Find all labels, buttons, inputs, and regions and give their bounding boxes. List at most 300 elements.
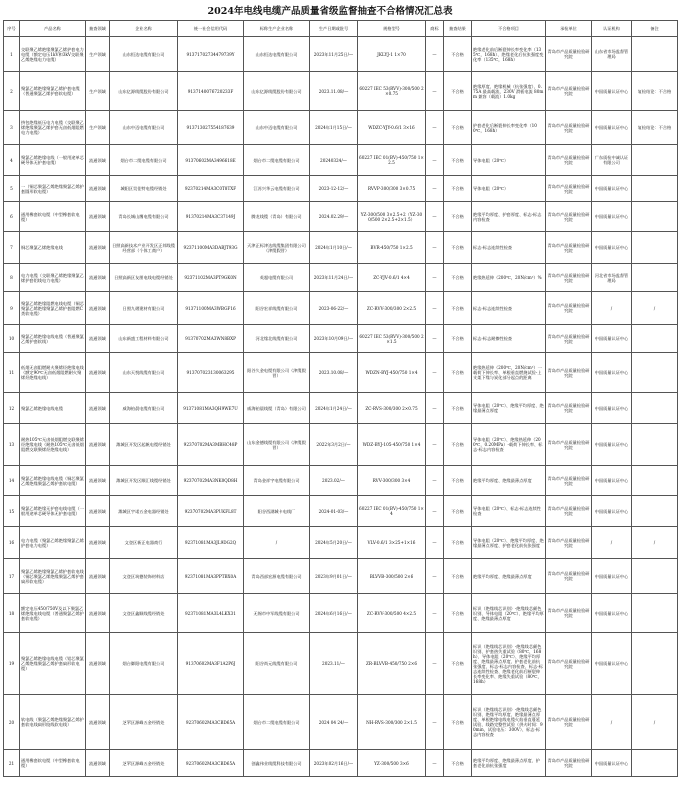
result-cell: 不合格 — [444, 145, 472, 176]
product-name-cell: 一（铜芯聚氯乙烯绝缘聚氯乙烯护套圆形软电缆） — [20, 176, 86, 202]
testing-agency-cell: 青岛市产品质量检验研究院 — [546, 292, 592, 325]
product-name-cell: 聚氯乙烯绝缘电线电缆（铜芯聚氯乙烯绝缘聚氯乙烯护套软电缆） — [20, 466, 86, 496]
sampling-field-cell: 流通领域 — [86, 325, 110, 353]
certification-body-cell: 中国质量认证中心 — [592, 496, 632, 527]
failed-items-cell: 标志-标志连续性检查 — [472, 292, 546, 325]
trademark-cell: — — [426, 466, 444, 496]
header-cell: 认证机构 — [592, 21, 632, 37]
header-cell: 序号 — [4, 21, 20, 37]
certification-body-cell: 中国质量认证中心 — [592, 559, 632, 594]
credit-code-cell: 91371081MA3QH9WE7U — [178, 393, 244, 424]
company-name-cell: 文登区新正电器商行 — [110, 527, 178, 559]
testing-agency-cell: 青岛市产品质量检验研究院 — [546, 633, 592, 695]
result-cell: 不合格 — [444, 202, 472, 232]
remarks-cell — [632, 325, 678, 353]
production-date-cell: 2023年02月16日/— — [310, 750, 358, 777]
production-date-cell: 2024-01-03/— — [310, 496, 358, 527]
table-row — [4, 145, 678, 176]
sampling-field-cell: 流通领域 — [86, 232, 110, 264]
trademark-cell: — — [426, 750, 444, 777]
serial-cell: 4 — [4, 145, 20, 176]
credit-code-cell: 92370702MA3PUKFL8T — [178, 496, 244, 527]
credit-code-cell: 92370602MA3CBD65A — [178, 750, 244, 777]
result-cell: 不合格 — [444, 232, 472, 264]
trademark-cell: — — [426, 111, 444, 145]
failed-items-cell: 导体电阻（20℃）、绝缘热延伸（200℃，0.20MPa）-载荷下伸长率、标志-标志内容检查 — [472, 424, 546, 466]
credit-code-cell: 92371100MA3DABJT93G — [178, 232, 244, 264]
testing-agency-cell: 青岛市产品质量检验研究院 — [546, 594, 592, 633]
specification-cell: WDZC-YJY-0.6/1 3×16 — [358, 111, 426, 145]
specification-cell: ZR-BLVVB-450/750 2×6 — [358, 633, 426, 695]
nominal-manufacturer-cell: 英超电缆有限公司 — [244, 264, 310, 292]
certification-body-cell: / — [592, 292, 632, 325]
production-date-cell: 2023-12-12/— — [310, 176, 358, 202]
production-date-cell: 2024年6月16日/— — [310, 594, 358, 633]
result-cell: 不合格 — [444, 37, 472, 72]
serial-cell: 16 — [4, 527, 20, 559]
company-name-cell: 日照高新技术产业开发区正邦线缆经营部（个体工商户） — [110, 232, 178, 264]
testing-agency-cell: 青岛市产品质量检验研究院 — [546, 111, 592, 145]
testing-agency-cell: 青岛市产品质量检验研究院 — [546, 496, 592, 527]
product-name-cell: 挤包绝缘低压电力电缆（交联聚乙烯绝缘聚氯乙烯护套无卤低烟阻燃电力电缆） — [20, 111, 86, 145]
testing-agency-cell: 青岛市产品质量检验研究院 — [546, 393, 592, 424]
specification-cell: 60227 IEC 53(RVV)-300/500 2×0.75 — [358, 72, 426, 111]
sampling-field-cell: 生产领域 — [86, 37, 110, 72]
credit-code-cell: 913717027344797​39Y — [178, 37, 244, 72]
trademark-cell: — — [426, 264, 444, 292]
failed-items-cell: 绝缘厚度、绝缘机械（抗张强度）、0.75A 最高载流、230V 滑板电流 80mm 兼容（载流）1.0kg — [472, 72, 546, 111]
certification-body-cell: 广东质检中诚认证有限公司 — [592, 145, 632, 176]
remarks-cell — [632, 633, 678, 695]
remarks-cell — [632, 559, 678, 594]
result-cell: 不合格 — [444, 424, 472, 466]
remarks-cell — [632, 176, 678, 202]
specification-cell: WDZ-BYJ-105-450/750 1×4 — [358, 424, 426, 466]
serial-cell: 10 — [4, 325, 20, 353]
credit-code-cell: 92371081MA3PPTBX0A — [178, 559, 244, 594]
nominal-manufacturer-cell: 阳谷西湖城卡电线厂 — [244, 496, 310, 527]
testing-agency-cell: 青岛市产品质量检验研究院 — [546, 466, 592, 496]
sampling-field-cell: 流通领域 — [86, 750, 110, 777]
credit-code-cell: 91370214MA3C37149J — [178, 202, 244, 232]
header-cell: 抽查领域 — [86, 21, 110, 37]
certification-body-cell: 中国质量认证中心 — [592, 466, 632, 496]
company-name-cell: 威海铂晨电缆有限公司 — [110, 393, 178, 424]
testing-agency-cell: 青岛市产品质量检验研究院 — [546, 750, 592, 777]
remarks-cell — [632, 594, 678, 633]
header-cell: 抽查结果 — [444, 21, 472, 37]
result-cell: 不合格 — [444, 393, 472, 424]
header-cell: 标称生产企业名称 — [244, 21, 310, 37]
sampling-field-cell: 流通领域 — [86, 527, 110, 559]
result-cell: 不合格 — [444, 695, 472, 750]
certification-body-cell: / — [592, 527, 632, 559]
testing-agency-cell: 青岛市产品质量检验研究院 — [546, 559, 592, 594]
production-date-cell: 2023.11.08/— — [310, 72, 358, 111]
trademark-cell: — — [426, 72, 444, 111]
trademark-cell: — — [426, 353, 444, 393]
failed-items-cell: 导体电阻（20℃）、标志-标志连续性检查 — [472, 496, 546, 527]
production-date-cell: 2024年1月10日/— — [310, 232, 358, 264]
certification-body-cell: 中国质量认证中心 — [592, 750, 632, 777]
specification-cell: VLV-0.6/1 3×25+1×16 — [358, 527, 426, 559]
remarks-cell — [632, 353, 678, 393]
sampling-field-cell: 流通领域 — [86, 466, 110, 496]
testing-agency-cell: 青岛市产品质量检验研究院 — [546, 202, 592, 232]
trademark-cell: — — [426, 393, 444, 424]
table-row — [4, 424, 678, 466]
production-date-cell: 2023年9月01日/— — [310, 559, 358, 594]
sampling-field-cell: 生产领域 — [86, 111, 110, 145]
production-date-cell: 2024 04 24/— — [310, 695, 358, 750]
product-name-cell: 聚氯乙烯绝缘电线（一般用途单芯硬导体无护套电缆） — [20, 145, 86, 176]
header-cell: 承检单位 — [546, 21, 592, 37]
remarks-cell — [632, 232, 678, 264]
table-row — [4, 292, 678, 325]
serial-cell: 12 — [4, 393, 20, 424]
sampling-field-cell: 生产领域 — [86, 72, 110, 111]
table-row — [4, 695, 678, 750]
serial-cell: 9 — [4, 292, 20, 325]
result-cell: 不合格 — [444, 111, 472, 145]
company-name-cell: 山东新盛工程材料有限公司 — [110, 325, 178, 353]
production-date-cell: 2023年10月09日/— — [310, 325, 358, 353]
certification-body-cell: 中国质量认证中心 — [592, 424, 632, 466]
sampling-field-cell: 流通领域 — [86, 633, 110, 695]
trademark-cell: — — [426, 325, 444, 353]
credit-code-cell: 91370602MA3F1A2P6J — [178, 633, 244, 695]
nominal-manufacturer-cell: 创鑫伟业线缆科技有限公司 — [244, 750, 310, 777]
specification-cell: BVR-450/750 1×2.5 — [358, 232, 426, 264]
nominal-manufacturer-cell: 河北缘北线缆有限公司 — [244, 325, 310, 353]
trademark-cell: — — [426, 695, 444, 750]
product-name-cell: 耐热105℃无卤低烟阻燃交联聚烯烃绝缘电线（耐热105℃无卤低烟阻燃交联聚烯烃绝缘电线） — [20, 424, 86, 466]
nominal-manufacturer-cell: 无锡市中军线缆有限公司 — [244, 594, 310, 633]
failed-items-cell: 绝缘热延伸（200℃，20N/cm²）一载荷下伸长率、单根垂直燃烧试验-上支架下缘与炭化部分起点的距离 — [472, 353, 546, 393]
production-date-cell: 2024.02.29/— — [310, 202, 358, 232]
sampling-field-cell: 流通领域 — [86, 496, 110, 527]
company-name-cell: 山东天悦线缆有限公司 — [110, 353, 178, 393]
table-row — [4, 325, 678, 353]
credit-code-cell: 913707023130063295 — [178, 353, 244, 393]
remarks-cell: 复检结论：不合格 — [632, 72, 678, 111]
serial-cell: 15 — [4, 496, 20, 527]
production-date-cell: 2024年1月15日/— — [310, 111, 358, 145]
product-name-cell: 电力电缆（聚氯乙烯绝缘聚氯乙烯护套电力电缆） — [20, 527, 86, 559]
result-cell: 不合格 — [444, 466, 472, 496]
testing-agency-cell: 青岛市产品质量检验研究院 — [546, 424, 592, 466]
company-name-cell: 青岛长城山鹰电缆有限公司 — [110, 202, 178, 232]
product-name-cell: 通用橡套软电缆（中型橡套软电缆） — [20, 750, 86, 777]
remarks-cell — [632, 202, 678, 232]
nominal-manufacturer-cell: 阳谷久金电缆有限公司（津缆假冒） — [244, 353, 310, 393]
nominal-manufacturer-cell: 山东中迈电缆有限公司 — [244, 111, 310, 145]
result-cell: 不合格 — [444, 633, 472, 695]
remarks-cell — [632, 424, 678, 466]
nominal-manufacturer-cell: 烟台市二缆电缆有限公司 — [244, 695, 310, 750]
result-cell: 不合格 — [444, 176, 472, 202]
testing-agency-cell: 青岛市产品质量检验研究院 — [546, 145, 592, 176]
trademark-cell: — — [426, 496, 444, 527]
testing-agency-cell: 青岛市产品质量检验研究院 — [546, 264, 592, 292]
failed-items-cell: 绝缘老化前后断裂伸长率变化率（135℃，168h）、绝缘老化后抗张强度变化率（135℃，168h） — [472, 37, 546, 72]
trademark-cell: — — [426, 594, 444, 633]
failed-items-cell: 标识（绝缘线芯识别）-绝缘线芯颜色识别、绝缘平均厚度、绝缘最薄点厚度、单根绝缘电线电缆火焰垂直蔓延试验、线路完整性试验（供火时间：90min，试验电压：300V）、标志-标志内容检查 — [472, 695, 546, 750]
header-cell: 不合格项目 — [472, 21, 546, 37]
table-row — [4, 176, 678, 202]
product-name-cell: 通用橡套软电缆（中型橡套软电缆） — [20, 202, 86, 232]
sampling-field-cell: 流通领域 — [86, 353, 110, 393]
sampling-field-cell: 流通领域 — [86, 176, 110, 202]
specification-cell: RVV-300/300 3×4 — [358, 466, 426, 496]
production-date-cell: 2024年5月20日/— — [310, 527, 358, 559]
remarks-cell — [632, 37, 678, 72]
testing-agency-cell: 青岛市产品质量检验研究院 — [546, 72, 592, 111]
remarks-cell — [632, 750, 678, 777]
certification-body-cell: 中国质量认证中心 — [592, 594, 632, 633]
testing-agency-cell: 青岛市产品质量检验研究院 — [546, 176, 592, 202]
company-name-cell: 日照高新区友朋电线电缆经销处 — [110, 264, 178, 292]
table-row — [4, 393, 678, 424]
credit-code-cell: 91370702MA3WN8BXP — [178, 325, 244, 353]
serial-cell: 17 — [4, 559, 20, 594]
remarks-cell — [632, 393, 678, 424]
serial-cell: 11 — [4, 353, 20, 393]
credit-code-cell: 92371102MA3PT9GK0N — [178, 264, 244, 292]
serial-cell: 6 — [4, 202, 20, 232]
company-name-cell: 芝罘区源峰五金经销处 — [110, 695, 178, 750]
remarks-cell: / — [632, 527, 678, 559]
production-date-cell: 2023年11月25日/— — [310, 37, 358, 72]
product-name-cell: 聚氯乙烯绝缘聚氯乙烯护套电缆（普通聚氯乙烯护套软电缆） — [20, 72, 86, 111]
trademark-cell: — — [426, 37, 444, 72]
failed-items-cell: 标志-标志耐擦性检查 — [472, 325, 546, 353]
table-row — [4, 496, 678, 527]
header-cell: 备注 — [632, 21, 678, 37]
remarks-cell: / — [632, 695, 678, 750]
product-name-cell: 软电线（聚氯乙烯绝缘聚氯乙烯护套软电线扁形绞线软电线） — [20, 695, 86, 750]
remarks-cell — [632, 264, 678, 292]
failed-items-cell: 标识（绝缘线芯识别）-绝缘线芯颜色识别、导体电阻（20℃）、绝缘平均厚度、绝缘最薄点厚度 — [472, 594, 546, 633]
trademark-cell: — — [426, 176, 444, 202]
serial-cell: 13 — [4, 424, 20, 466]
certification-body-cell: 山东省市场监督管理局 — [592, 37, 632, 72]
trademark-cell: — — [426, 232, 444, 264]
company-name-cell: 山东恒达电缆有限公司 — [110, 37, 178, 72]
failed-items-cell: 导体电阻（20℃）、绝缘平均厚度、绝缘最薄点厚度 — [472, 393, 546, 424]
specification-cell: 60227 IEC 53(RVV)-300/500 2×1.5 — [358, 325, 426, 353]
product-name-cell: 聚氯乙烯绝缘电线电缆（铝芯聚氯乙烯绝缘聚氯乙烯护套扁形软电缆） — [20, 633, 86, 695]
credit-code-cell: 92370602MA3CBD65A — [178, 695, 244, 750]
product-name-cell: 聚氯乙烯绝缘无护套电线电缆（一般用途单芯硬导体无护套电缆） — [20, 496, 86, 527]
nominal-manufacturer-cell: / — [244, 527, 310, 559]
result-cell: 不合格 — [444, 353, 472, 393]
nominal-manufacturer-cell: 天津正标津达线缆集团有限公司（津缆假冒） — [244, 232, 310, 264]
result-cell: 不合格 — [444, 559, 472, 594]
production-date-cell: 2023.10.08/— — [310, 353, 358, 393]
credit-code-cell: 91370602MA3496618E — [178, 145, 244, 176]
specification-cell: NH-RVS-300/300 2×1.5 — [358, 695, 426, 750]
trademark-cell: — — [426, 292, 444, 325]
table-row — [4, 466, 678, 496]
serial-cell: 21 — [4, 750, 20, 777]
product-name-cell: 低烟无卤阻燃耐火聚烯烃绝缘电线（额定90℃无卤低烟阻燃耐火聚烯烃绝缘电线） — [20, 353, 86, 393]
table-row — [4, 37, 678, 72]
failed-items-cell: 绝缘平均厚度、绝缘最薄点厚度 — [472, 466, 546, 496]
specification-cell: BLVVB-300/500 2×6 — [358, 559, 426, 594]
table-row — [4, 111, 678, 145]
product-name-cell: 电力电缆（交联聚乙烯绝缘聚氯乙烯护套铝线电力电缆） — [20, 264, 86, 292]
table-row — [4, 594, 678, 633]
specification-cell: 60227 IEC 01(BV)-450/750 1×2.5 — [358, 145, 426, 176]
production-date-cell: 2023.11/— — [310, 633, 358, 695]
certification-body-cell: 中国质量认证中心 — [592, 111, 632, 145]
credit-code-cell: 91371302755418763​9 — [178, 111, 244, 145]
certification-body-cell: 中国质量认证中心 — [592, 393, 632, 424]
specification-cell: ZC-RVV-300/500 4×2.5 — [358, 594, 426, 633]
trademark-cell: — — [426, 424, 444, 466]
header-cell: 生产日期或批号 — [310, 21, 358, 37]
nominal-manufacturer-cell: 江苏兴华云电缆有限公司 — [244, 176, 310, 202]
serial-cell: 7 — [4, 232, 20, 264]
company-name-cell: 烟台御阳电缆有限公司 — [110, 633, 178, 695]
table-row — [4, 527, 678, 559]
nominal-manufacturer-cell: 山东亿源线缆股份有限公司 — [244, 72, 310, 111]
specification-cell: YZ-300/500 3×2.5+2（YZ-300/500 2×2.5+2×1.5） — [358, 202, 426, 232]
specification-cell: 60227 IEC 01(BV)-450/750 1×4 — [358, 496, 426, 527]
specification-cell: ZC-RVS-300/300 2×0.75 — [358, 393, 426, 424]
certification-body-cell: 中国质量认证中心 — [592, 202, 632, 232]
certification-body-cell: 中国质量认证中心 — [592, 353, 632, 393]
specification-cell: ZC-RVV-300/300 2×2.5 — [358, 292, 426, 325]
company-name-cell: 山东中迈电缆有限公司 — [110, 111, 178, 145]
failed-items-cell: 标志-标志连续性检查 — [472, 232, 546, 264]
trademark-cell: — — [426, 145, 444, 176]
serial-cell: 2 — [4, 72, 20, 111]
product-name-cell: 交联聚乙烯绝缘聚氯乙烯护套电力电缆（额定电压1kV和3kV交联聚乙烯绝缘电力电缆） — [20, 37, 86, 72]
table-row — [4, 264, 678, 292]
company-name-cell: 文登区筑德装饰材料店 — [110, 559, 178, 594]
testing-agency-cell: 青岛市产品质量检验研究院 — [546, 37, 592, 72]
failed-items-cell: 绝缘平均厚度、护套厚度、标志-标志内容检查 — [472, 202, 546, 232]
table-row — [4, 72, 678, 111]
production-date-cell: 2022年3月2日/— — [310, 424, 358, 466]
nominal-manufacturer-cell: 阳谷宏祥线缆有限公司 — [244, 292, 310, 325]
serial-cell: 20 — [4, 695, 20, 750]
remarks-cell: / — [632, 292, 678, 325]
company-name-cell: 芝罘区源峰五金经销处 — [110, 750, 178, 777]
company-name-cell: 烟台市二缆电缆有限公司 — [110, 145, 178, 176]
result-cell: 不合格 — [444, 527, 472, 559]
certification-body-cell: 中国质量认证中心 — [592, 72, 632, 111]
table-row — [4, 232, 678, 264]
result-cell: 不合格 — [444, 72, 472, 111]
product-name-cell: 聚氯乙烯绝缘电线电缆 — [20, 393, 86, 424]
trademark-cell: — — [426, 527, 444, 559]
table-row — [4, 750, 678, 777]
sampling-field-cell: 流通领域 — [86, 202, 110, 232]
table-row — [4, 353, 678, 393]
nominal-manufacturer-cell: 阳谷尚元线缆有限公司 — [244, 633, 310, 695]
testing-agency-cell: 青岛市产品质量检验研究院 — [546, 325, 592, 353]
product-name-cell: 聚氯乙烯绝缘阻燃电线电缆（铜芯聚氯乙烯绝缘聚氯乙烯护套阻燃C类软电缆） — [20, 292, 86, 325]
product-name-cell: 额定电压450/750V及以下聚氯乙烯绝缘电线电缆（普通聚氯乙烯护套软电缆） — [20, 594, 86, 633]
serial-cell: 14 — [4, 466, 20, 496]
credit-code-cell: 9137140076720233F — [178, 72, 244, 111]
sampling-field-cell: 流通领域 — [86, 594, 110, 633]
remarks-cell: 复检结论：不合格 — [632, 111, 678, 145]
result-cell: 不合格 — [444, 325, 472, 353]
company-name-cell: 城阳区昊佳特电缆经销处 — [110, 176, 178, 202]
testing-agency-cell: 青岛市产品质量检验研究院 — [546, 232, 592, 264]
certification-body-cell: 中国质量认证中心 — [592, 232, 632, 264]
certification-body-cell: 河北省市场监督管理局 — [592, 264, 632, 292]
specification-cell: WDZN-BYJ-450/750 1×4 — [358, 353, 426, 393]
failed-items-cell: 导体电阻（20℃） — [472, 176, 546, 202]
certification-body-cell: / — [592, 695, 632, 750]
sampling-field-cell: 流通领域 — [86, 264, 110, 292]
testing-agency-cell: 青岛市产品质量检验研究院 — [546, 527, 592, 559]
credit-code-cell: 92370214MA3C0T8TXF — [178, 176, 244, 202]
serial-cell: 8 — [4, 264, 20, 292]
header-row — [4, 21, 678, 37]
company-name-cell: 山东亿源线缆股份有限公司 — [110, 72, 178, 111]
result-cell: 不合格 — [444, 750, 472, 777]
nominal-manufacturer-cell: 青岛西部宏源电缆有限公司 — [244, 559, 310, 594]
credit-code-cell: 91371100MA3WBGF16 — [178, 292, 244, 325]
credit-code-cell: 92371081MA3JL9DG2Q — [178, 527, 244, 559]
serial-cell: 1 — [4, 37, 20, 72]
result-cell: 不合格 — [444, 594, 472, 633]
nominal-manufacturer-cell: 山东恒达电缆有限公司 — [244, 37, 310, 72]
company-name-cell: 潍城区宇诺五金电器经销处 — [110, 496, 178, 527]
remarks-cell — [632, 145, 678, 176]
specification-cell: RVVP-300/300 3×0.75 — [358, 176, 426, 202]
product-name-cell: 聚氯乙烯绝缘聚氯乙烯护套软电线（铜芯聚氯乙烯绝缘聚氯乙烯护套扁形软电缆） — [20, 559, 86, 594]
company-name-cell: 日照九熠建材有限公司 — [110, 292, 178, 325]
certification-body-cell: 中国质量认证中心 — [592, 325, 632, 353]
result-cell: 不合格 — [444, 496, 472, 527]
nominal-manufacturer-cell: 烟台市二缆电缆有限公司 — [244, 145, 310, 176]
remarks-cell — [632, 466, 678, 496]
testing-agency-cell: 青岛市产品质量检验研究院 — [546, 353, 592, 393]
header-cell: 产品名称 — [20, 21, 86, 37]
sampling-field-cell: 流通领域 — [86, 145, 110, 176]
failed-items-cell: 标识（绝缘线芯识别）-绝缘线芯颜色识别、护套热失重试验（80℃，168h）、导体电阻（20℃）、绝缘平均厚度、绝缘最薄点厚度、护套老化前抗张强度、标志-标志内容检查、标志-标志连续性检查、绝缘老化前后断裂伸长率变化率、绝缘失重试验（80℃，168h） — [472, 633, 546, 695]
header-cell: 商标 — [426, 21, 444, 37]
failed-items-cell: 导体电阻（20℃） — [472, 145, 546, 176]
company-name-cell: 潍城区开发区顺汇线缆经销处 — [110, 466, 178, 496]
company-name-cell: 文登区鑫顺线缆经销处 — [110, 594, 178, 633]
sampling-field-cell: 流通领域 — [86, 393, 110, 424]
production-date-cell: 2023-06-22/— — [310, 292, 358, 325]
serial-cell: 3 — [4, 111, 20, 145]
nominal-manufacturer-cell: 山东金德线缆有限公司（津缆假冒） — [244, 424, 310, 466]
trademark-cell: — — [426, 559, 444, 594]
failed-items-cell: 绝缘热延伸（200℃，20N/cm²）% — [472, 264, 546, 292]
sampling-field-cell: 流通领域 — [86, 424, 110, 466]
failed-items-cell: 绝缘平均厚度、绝缘最薄点厚度、护套老化前抗张强度 — [472, 750, 546, 777]
header-cell: 统一社会信用代码 — [178, 21, 244, 37]
remarks-cell — [632, 496, 678, 527]
failed-items-cell: 导体电阻（20℃）、绝缘平均厚度、绝缘最薄点厚度、护套老化前抗张强度 — [472, 527, 546, 559]
product-name-cell: 聚氯乙烯绝缘电线电缆（普通聚氯乙烯护套软线） — [20, 325, 86, 353]
nominal-manufacturer-cell: 威海铂晨线缆（青岛）有限公司 — [244, 393, 310, 424]
specification-cell: YZ-300/500 3×6 — [358, 750, 426, 777]
nominal-manufacturer-cell: 青岛金祥宇电缆有限公司 — [244, 466, 310, 496]
result-cell: 不合格 — [444, 264, 472, 292]
specification-cell: ZC-YJV-0.6/1 4×4 — [358, 264, 426, 292]
